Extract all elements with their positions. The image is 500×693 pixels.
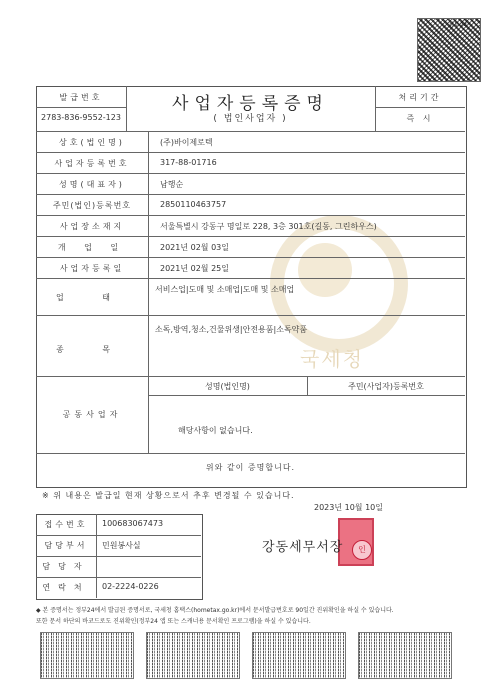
value-business-item: 소독,방역,청소,건물위생|안전용품|소독약품 — [155, 325, 308, 334]
receipt-label-officer: 담당자 — [42, 562, 90, 571]
label-representative: 성명(대표자) — [59, 180, 125, 189]
value-representative: 남행순 — [160, 180, 184, 189]
issue-date: 2023년 10월 10일 — [314, 503, 383, 512]
value-company-name: (주)바이제로텍 — [160, 138, 213, 147]
watermark-text: 국세청 — [300, 347, 364, 371]
receipt-value-no: 100683067473 — [102, 519, 164, 528]
label-corp-reg-no: 주민(법인)등록번호 — [52, 201, 132, 210]
gov24-mark: 정부24 — [448, 22, 468, 29]
co-owners-col-regno: 주민(사업자)등록번호 — [348, 382, 424, 391]
receipt-value-dept: 민원봉사실 — [102, 541, 141, 550]
value-corp-reg-no: 2850110463757 — [160, 200, 227, 209]
barcode-1 — [40, 632, 134, 679]
receipt-label-contact: 연락처 — [42, 583, 90, 592]
document-subtitle: ( 법인사업자 ) — [213, 114, 288, 124]
issuer-name: 강동세무서장 — [262, 540, 344, 555]
label-business-reg-no: 사업자등록번호 — [54, 159, 130, 168]
watermark-taegeuk — [298, 243, 352, 297]
document-title: 사업자등록증명 — [172, 94, 329, 114]
footer-line-2: 또한 문서 하단의 바코드로도 진위확인(정부24 앱 또는 스캐너용 문서확인 프로그램)을 하실 수 있습니다. — [36, 618, 311, 625]
barcode-3 — [252, 632, 346, 679]
label-business-type: 업 태 — [56, 293, 128, 302]
value-business-type: 서비스업|도매 및 소매업|도매 및 소매업 — [155, 285, 295, 294]
label-co-owners: 공동사업자 — [62, 410, 122, 419]
personal-seal: 인 — [352, 540, 372, 560]
co-owners-col-name: 성명(법인명) — [205, 382, 250, 391]
issue-no: 2783-836-9552-123 — [41, 113, 121, 122]
label-location: 사업장소재지 — [59, 222, 125, 231]
notice-text: ※ 위 내용은 발급일 현재 상황으로서 추후 변경될 수 있습니다. — [42, 491, 295, 500]
label-open-date: 개 업 일 — [57, 243, 127, 252]
barcode-2 — [146, 632, 240, 679]
value-reg-date: 2021년 02월 25일 — [160, 264, 229, 273]
label-business-item: 종 목 — [56, 345, 128, 354]
label-reg-date: 사업자등록일 — [59, 264, 125, 273]
processing-value: 즉 시 — [406, 114, 434, 123]
label-company-name: 상호(법인명) — [59, 138, 125, 147]
receipt-label-dept: 담당부서 — [44, 541, 88, 550]
barcode-4 — [358, 632, 452, 679]
receipt-label-no: 접수번호 — [44, 520, 88, 529]
issue-no-label: 발급번호 — [59, 93, 103, 102]
footer-line-1: ◆ 본 증명서는 정부24에서 발급된 증명서로, 국세청 홈택스(hometax.go.kr)에서 문서발급번호로 90일간 진위확인을 하실 수 있습니다. — [36, 607, 394, 614]
receipt-value-contact: 02-2224-0226 — [102, 582, 159, 591]
processing-label: 처리기간 — [398, 93, 442, 102]
value-location: 서울특별시 강동구 명일로 228, 3층 301호(길동, 그린하우스) — [160, 222, 377, 231]
value-open-date: 2021년 02월 03일 — [160, 243, 229, 252]
certify-text: 위와 같이 증명합니다. — [205, 463, 296, 472]
co-owners-empty: 해당사항이 없습니다. — [178, 426, 253, 435]
value-business-reg-no: 317-88-01716 — [160, 158, 217, 167]
